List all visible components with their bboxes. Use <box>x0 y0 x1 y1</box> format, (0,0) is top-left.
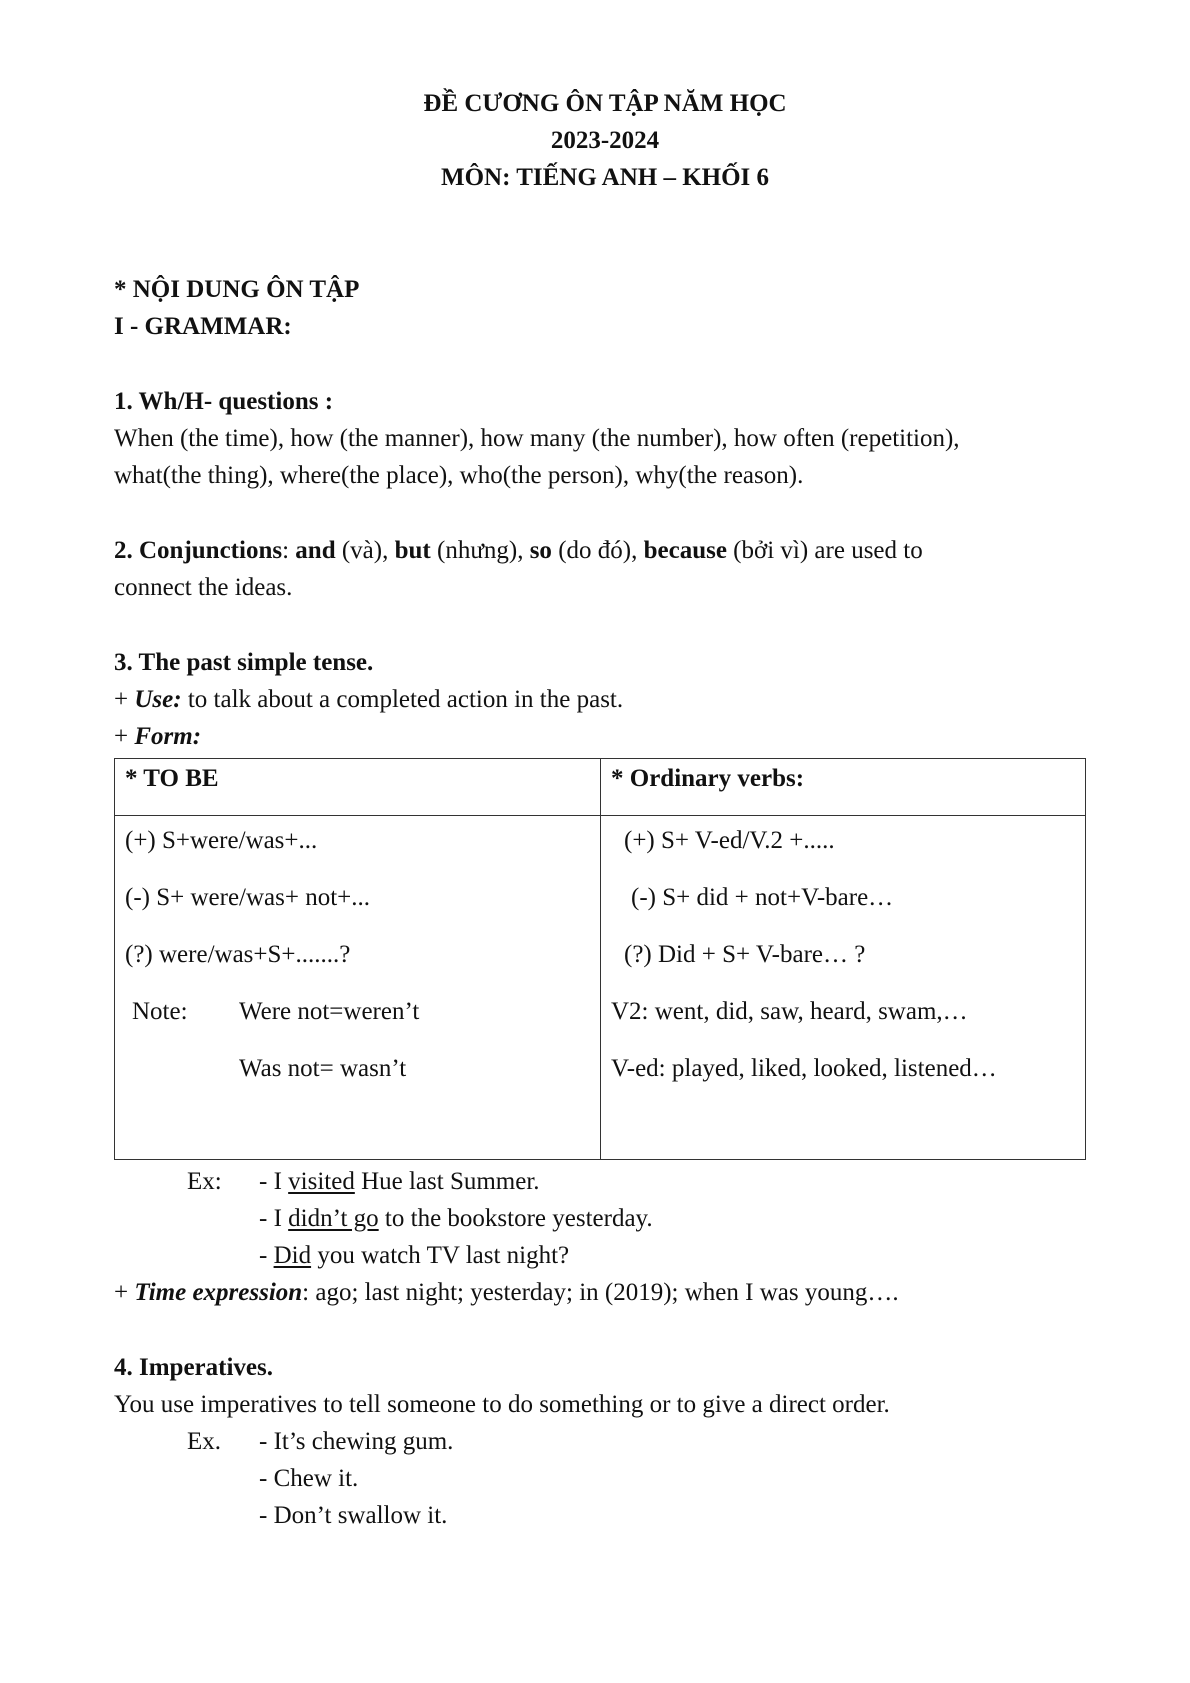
s4-example-1: - It’s chewing gum. <box>259 1428 454 1455</box>
to-be-question: (?) were/was+S+.......? <box>125 941 351 968</box>
s3-example-2 <box>259 1200 653 1237</box>
to-be-header: * TO BE <box>115 759 601 816</box>
note-line-1 <box>125 987 590 1044</box>
s3-form-line <box>114 718 201 755</box>
part-title: I - GRAMMAR: <box>114 313 292 340</box>
title-line-1: ĐỀ CƯƠNG ÔN TẬP NĂM HỌC <box>423 90 787 117</box>
ex2-underlined: didn’t go <box>288 1205 379 1232</box>
s2-line-2: connect the ideas. <box>114 574 293 601</box>
s4-example-3: - Don’t swallow it. <box>259 1502 448 1529</box>
ex2-pre: - I <box>259 1205 289 1232</box>
ex2-post: to the bookstore yesterday. <box>378 1205 653 1232</box>
s4-text: You use imperatives to tell someone to do something or to give a direct order. <box>114 1391 890 1418</box>
time-prefix: + <box>114 1279 135 1306</box>
note-2: Was not= wasn’t <box>239 1055 407 1082</box>
conj-because-vi: (bởi vì) are used to <box>726 537 923 564</box>
time-text: : ago; last night; yesterday; in (2019); when I was young…. <box>302 1279 899 1306</box>
s4-title: 4. Imperatives. <box>114 1354 273 1381</box>
ex1-pre: - I <box>259 1168 289 1195</box>
s2-title: 2. Conjunctions <box>114 537 283 564</box>
title-line-2: 2023-2024 <box>550 127 660 154</box>
ex1-post: Hue last Summer. <box>354 1168 540 1195</box>
time-expression-line <box>114 1274 899 1311</box>
ex1-underlined: visited <box>288 1168 355 1195</box>
use-label: Use: <box>134 686 182 713</box>
ved-examples: V-ed: played, liked, looked, listened… <box>611 1055 997 1082</box>
conj-so-vi: (do đó), <box>551 537 644 564</box>
use-prefix: + <box>114 686 135 713</box>
s4-ex-label: Ex. <box>187 1428 222 1455</box>
to-be-affirmative: (+) S+were/was+... <box>125 827 318 854</box>
verb-question: (?) Did + S+ V-bare… ? <box>624 941 866 968</box>
s3-example-3 <box>259 1237 569 1274</box>
s1-line-2: what(the thing), where(the place), who(the person), why(the reason). <box>114 462 804 489</box>
conj-so: so <box>529 537 552 564</box>
s2-line-1 <box>114 532 923 569</box>
use-text: to talk about a completed action in the past. <box>181 686 624 713</box>
conj-but: but <box>394 537 431 564</box>
ex3-pre: - <box>259 1242 274 1269</box>
conj-but-vi: (nhưng), <box>430 537 530 564</box>
verb-negative: (-) S+ did + not+V-bare… <box>631 884 894 911</box>
note-line-2 <box>125 1044 590 1101</box>
conj-because: because <box>643 537 727 564</box>
form-label: Form: <box>134 723 202 750</box>
ex3-post: you watch TV last night? <box>311 1242 570 1269</box>
s3-example-1 <box>259 1163 540 1200</box>
ex3-underlined: Did <box>273 1242 312 1269</box>
to-be-cell <box>115 816 601 1160</box>
past-simple-form-table <box>114 758 1086 1160</box>
ordinary-verbs-header: * Ordinary verbs: <box>601 759 1086 816</box>
s2-colon: : <box>282 537 296 564</box>
s3-use-line <box>114 681 623 718</box>
conj-and-vi: (và), <box>335 537 395 564</box>
to-be-negative: (-) S+ were/was+ not+... <box>125 884 371 911</box>
conj-and: and <box>295 537 336 564</box>
time-label: Time expression <box>134 1279 303 1306</box>
s3-ex-label: Ex: <box>187 1168 222 1195</box>
title-line-3: MÔN: TIẾNG ANH – KHỐI 6 <box>440 164 770 191</box>
note-label: Note: <box>132 998 188 1025</box>
s1-line-1: When (the time), how (the manner), how many (the number), how often (repetition), <box>114 425 960 452</box>
s4-example-2: - Chew it. <box>259 1465 359 1492</box>
form-prefix: + <box>114 723 135 750</box>
section-title: * NỘI DUNG ÔN TẬP <box>114 276 360 303</box>
note-1: Were not=weren’t <box>239 998 420 1025</box>
verb-affirmative: (+) S+ V-ed/V.2 +..... <box>624 827 835 854</box>
ordinary-verbs-cell <box>601 816 1086 1160</box>
s3-title: 3. The past simple tense. <box>114 649 374 676</box>
v2-examples: V2: went, did, saw, heard, swam,… <box>611 998 968 1025</box>
s1-title: 1. Wh/H- questions : <box>114 388 334 415</box>
